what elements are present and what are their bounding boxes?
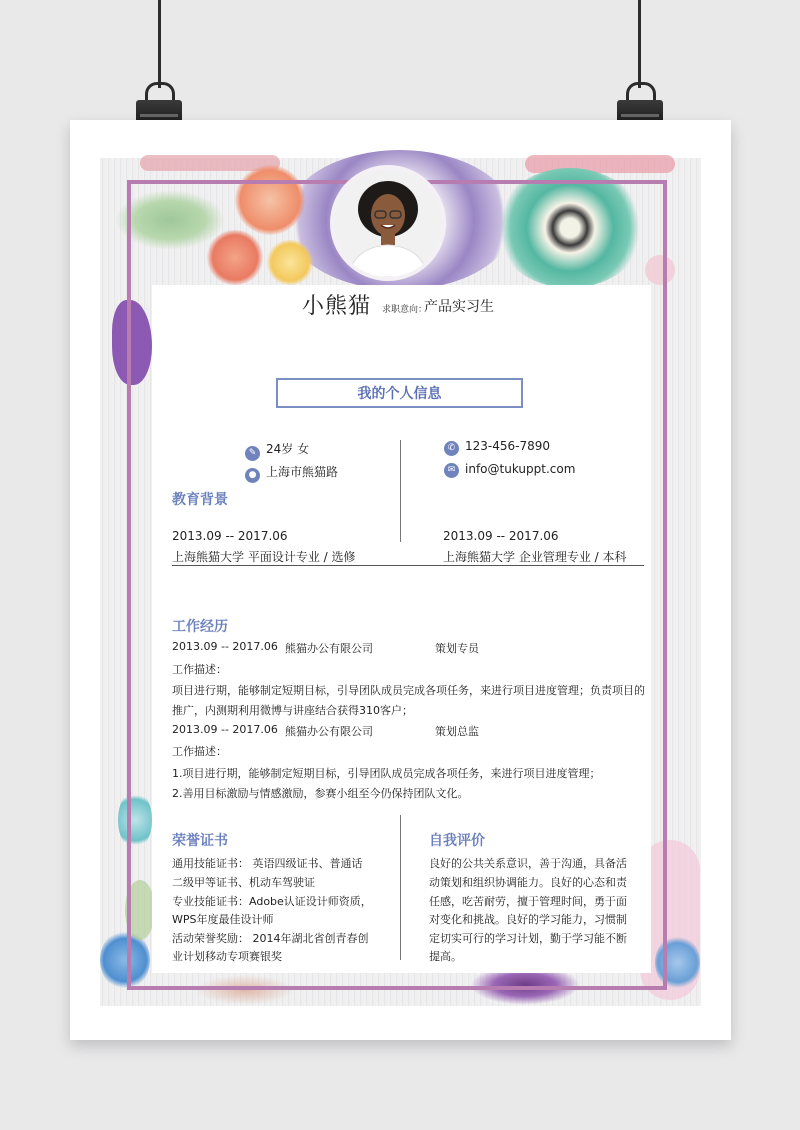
hanging-wire-right [638, 0, 641, 88]
job-2-role: 策划总监 [435, 725, 479, 738]
education-period-1: 2013.09 -- 2017.06 [172, 529, 288, 543]
phone-number: 123-456-7890 [465, 439, 551, 453]
bottom-divider [400, 815, 401, 960]
education-heading: 教育背景 [172, 492, 228, 508]
self-eval-heading: 自我评价 [429, 833, 485, 849]
avatar [334, 169, 442, 277]
profile-photo [330, 165, 446, 281]
honors-line-6: 业计划移动专项赛银奖 [172, 950, 282, 963]
self-eval-line-3: 任感，吃苦耐劳，擅于管理时间，勇于面 [429, 895, 627, 908]
honors-line-5: 活动荣誉奖励： 2014年湖北省创青春创 [172, 932, 369, 945]
graduation-cap-icon: ✎ [245, 446, 260, 461]
honors-line-4: WPS年度最佳设计师 [172, 913, 274, 926]
job-1-company: 熊猫办公有限公司 [285, 642, 373, 655]
age-gender: 24岁 女 [266, 442, 310, 456]
job-2-period: 2013.09 -- 2017.06 [172, 723, 278, 736]
job-1-desc-line-2: 推广，内测期利用微博与讲座结合获得310客户； [172, 704, 413, 717]
phone-icon: ✆ [444, 441, 459, 456]
job-2-company: 熊猫办公有限公司 [285, 725, 373, 738]
education-detail-2: 上海熊猫大学 企业管理专业 / 本科 [443, 550, 627, 564]
job-1-period: 2013.09 -- 2017.06 [172, 640, 278, 653]
work-heading: 工作经历 [172, 619, 228, 635]
personal-info-title: 我的个人信息 [276, 378, 523, 408]
email-icon: ✉ [444, 463, 459, 478]
honors-line-3: 专业技能证书：Adobe认证设计师资质， [172, 895, 372, 908]
email-address: info@tukuppt.com [465, 462, 576, 476]
job-intent-value: 产品实习生 [424, 299, 494, 315]
location-pin-icon: ● [245, 468, 260, 483]
job-1-desc-label: 工作描述： [172, 663, 227, 676]
address: 上海市熊猫路 [266, 465, 339, 479]
self-eval-line-5: 定切实可行的学习计划，勤于学习能不断 [429, 932, 627, 945]
job-2-desc-line-2: 2.善用目标激励与情感激励，参赛小组至今仍保持团队文化。 [172, 787, 469, 800]
job-intent-label: 求职意向： [382, 305, 428, 315]
education-detail-1: 上海熊猫大学 平面设计专业 / 选修 [172, 550, 356, 564]
education-underline [172, 565, 644, 566]
self-eval-line-4: 对变化和挑战。良好的学习能力，习惯制 [429, 913, 627, 926]
job-2-desc-label: 工作描述： [172, 745, 227, 758]
info-divider [400, 440, 401, 542]
self-eval-line-2: 动策划和组织协调能力。良好的心态和责 [429, 876, 627, 889]
education-period-2: 2013.09 -- 2017.06 [443, 529, 559, 543]
honors-line-2: 二级甲等证书、机动车驾驶证 [172, 876, 315, 889]
hanging-wire-left [158, 0, 161, 88]
job-1-role: 策划专员 [435, 642, 479, 655]
self-eval-line-6: 提高。 [429, 950, 462, 963]
self-eval-line-1: 良好的公共关系意识，善于沟通，具备活 [429, 857, 627, 870]
honors-line-1: 通用技能证书： 英语四级证书、普通话 [172, 857, 363, 870]
candidate-name: 小熊猫 [302, 294, 372, 319]
honors-heading: 荣誉证书 [172, 833, 228, 849]
job-2-desc-line-1: 1.项目进行期，能够制定短期目标，引导团队成员完成各项任务，来进行项目进度管理； [172, 767, 601, 780]
job-1-desc-line-1: 项目进行期，能够制定短期目标，引导团队成员完成各项任务，来进行项目进度管理；负责项目的 [172, 684, 645, 697]
